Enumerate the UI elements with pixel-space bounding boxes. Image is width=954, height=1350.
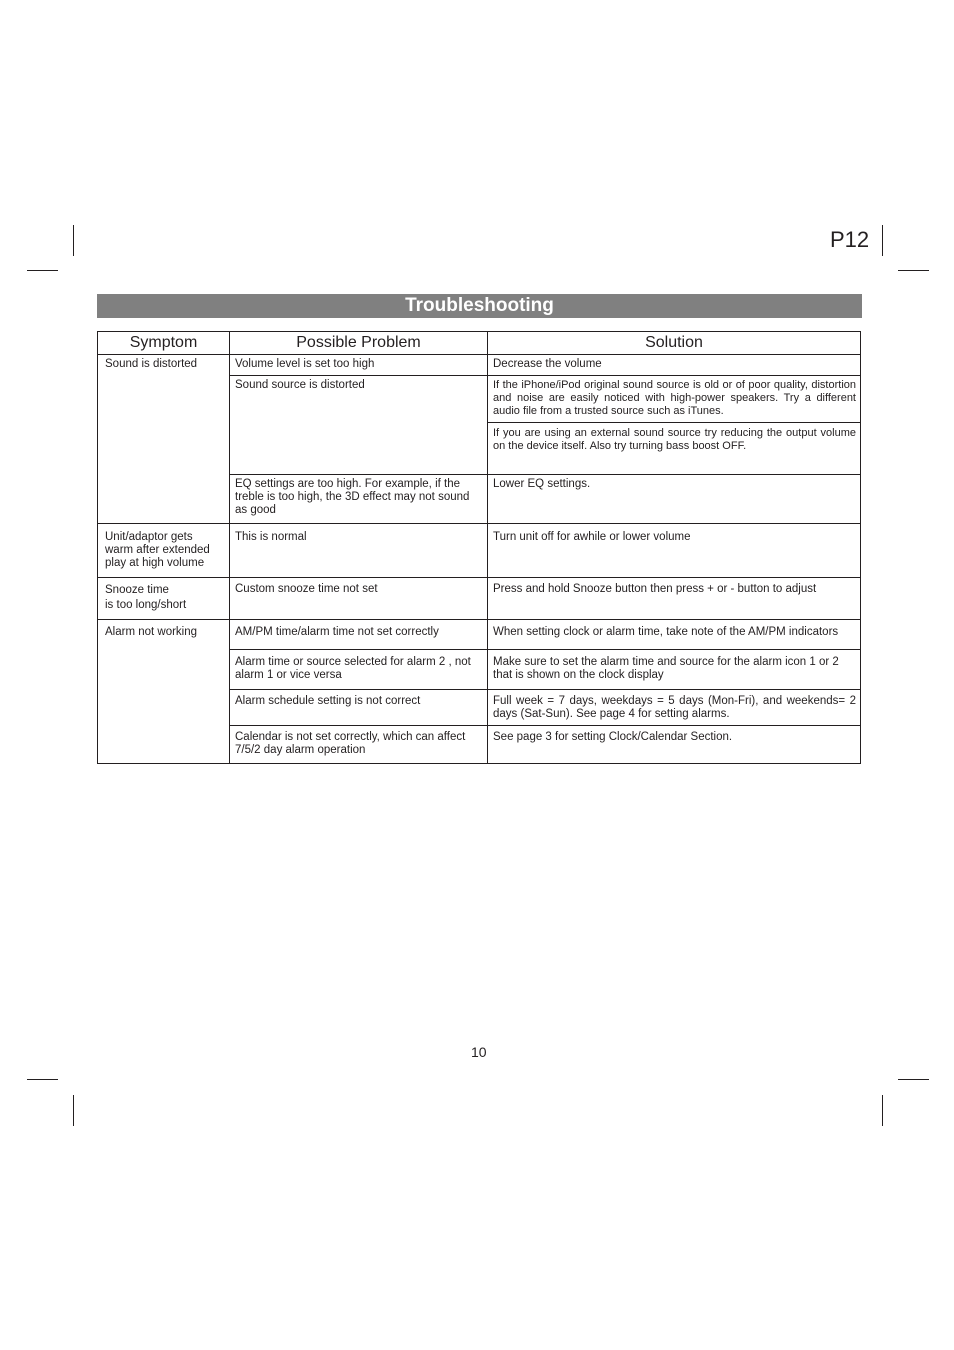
- section-title-bar: [97, 294, 862, 318]
- solution-cell: See page 3 for setting Clock/Calendar Section.: [488, 726, 861, 764]
- problem-cell: Calendar is not set correctly, which can affect 7/5/2 day alarm operation: [230, 726, 488, 764]
- symptom-cell: Sound is distorted: [98, 355, 230, 524]
- page-number: 10: [471, 1044, 487, 1060]
- problem-cell: EQ settings are too high. For example, if the treble is too high, the 3D effect may not sound as good: [230, 475, 488, 524]
- problem-cell: Volume level is set too high: [230, 355, 488, 376]
- table-row: [98, 524, 861, 578]
- problem-cell: Custom snooze time not set: [230, 578, 488, 620]
- header-solution: Solution: [488, 332, 861, 355]
- problem-cell: AM/PM time/alarm time not set correctly: [230, 620, 488, 650]
- table-row: [98, 620, 861, 650]
- solution-cell: Lower EQ settings.: [488, 475, 861, 524]
- problem-cell: This is normal: [230, 524, 488, 578]
- solution-cell: Press and hold Snooze button then press + or - button to adjust: [488, 578, 861, 620]
- symptom-cell: Snooze time is too long/short: [98, 578, 230, 620]
- header-possible-problem: Possible Problem: [230, 332, 488, 355]
- solution-cell: Decrease the volume: [488, 355, 861, 376]
- solution-cell: Turn unit off for awhile or lower volume: [488, 524, 861, 578]
- solution-cell: If the iPhone/iPod original sound source is old or of poor quality, distortion and noise are easily noticed with high-power speakers. Try a different audio file from a trusted source such as iTunes.: [488, 376, 861, 423]
- crop-mark-bottom-left-vertical: [73, 1095, 74, 1126]
- solution-cell: Full week = 7 days, weekdays = 5 days (Mon-Fri), and weekends= 2 days (Sat-Sun). See page 4 for setting alarms.: [488, 690, 861, 726]
- problem-cell: Alarm time or source selected for alarm 2 , not alarm 1 or vice versa: [230, 650, 488, 690]
- table-header-row: [98, 332, 861, 355]
- solution-cell: Make sure to set the alarm time and source for the alarm icon 1 or 2 that is shown on the clock display: [488, 650, 861, 690]
- symptom-cell: Alarm not working: [98, 620, 230, 764]
- crop-mark-top-right-horizontal: [898, 270, 929, 271]
- crop-mark-top-left-horizontal: [27, 270, 58, 271]
- problem-cell: Sound source is distorted: [230, 376, 488, 475]
- header-symptom: Symptom: [98, 332, 230, 355]
- crop-mark-top-left-vertical: [73, 225, 74, 256]
- troubleshooting-table: [97, 331, 861, 764]
- crop-mark-top-right-vertical: [882, 225, 883, 256]
- section-title: Troubleshooting: [405, 295, 554, 316]
- crop-mark-bottom-right-vertical: [882, 1095, 883, 1126]
- problem-cell: Alarm schedule setting is not correct: [230, 690, 488, 726]
- page-label: P12: [830, 227, 870, 252]
- crop-mark-bottom-right-horizontal: [898, 1079, 929, 1080]
- table-row: [98, 355, 861, 376]
- solution-cell: If you are using an external sound source try reducing the output volume on the device itself. Also try turning bass boost OFF.: [488, 423, 861, 475]
- solution-cell: When setting clock or alarm time, take note of the AM/PM indicators: [488, 620, 861, 650]
- table-row: [98, 578, 861, 620]
- symptom-cell: Unit/adaptor gets warm after extended play at high volume: [98, 524, 230, 578]
- crop-mark-bottom-left-horizontal: [27, 1079, 58, 1080]
